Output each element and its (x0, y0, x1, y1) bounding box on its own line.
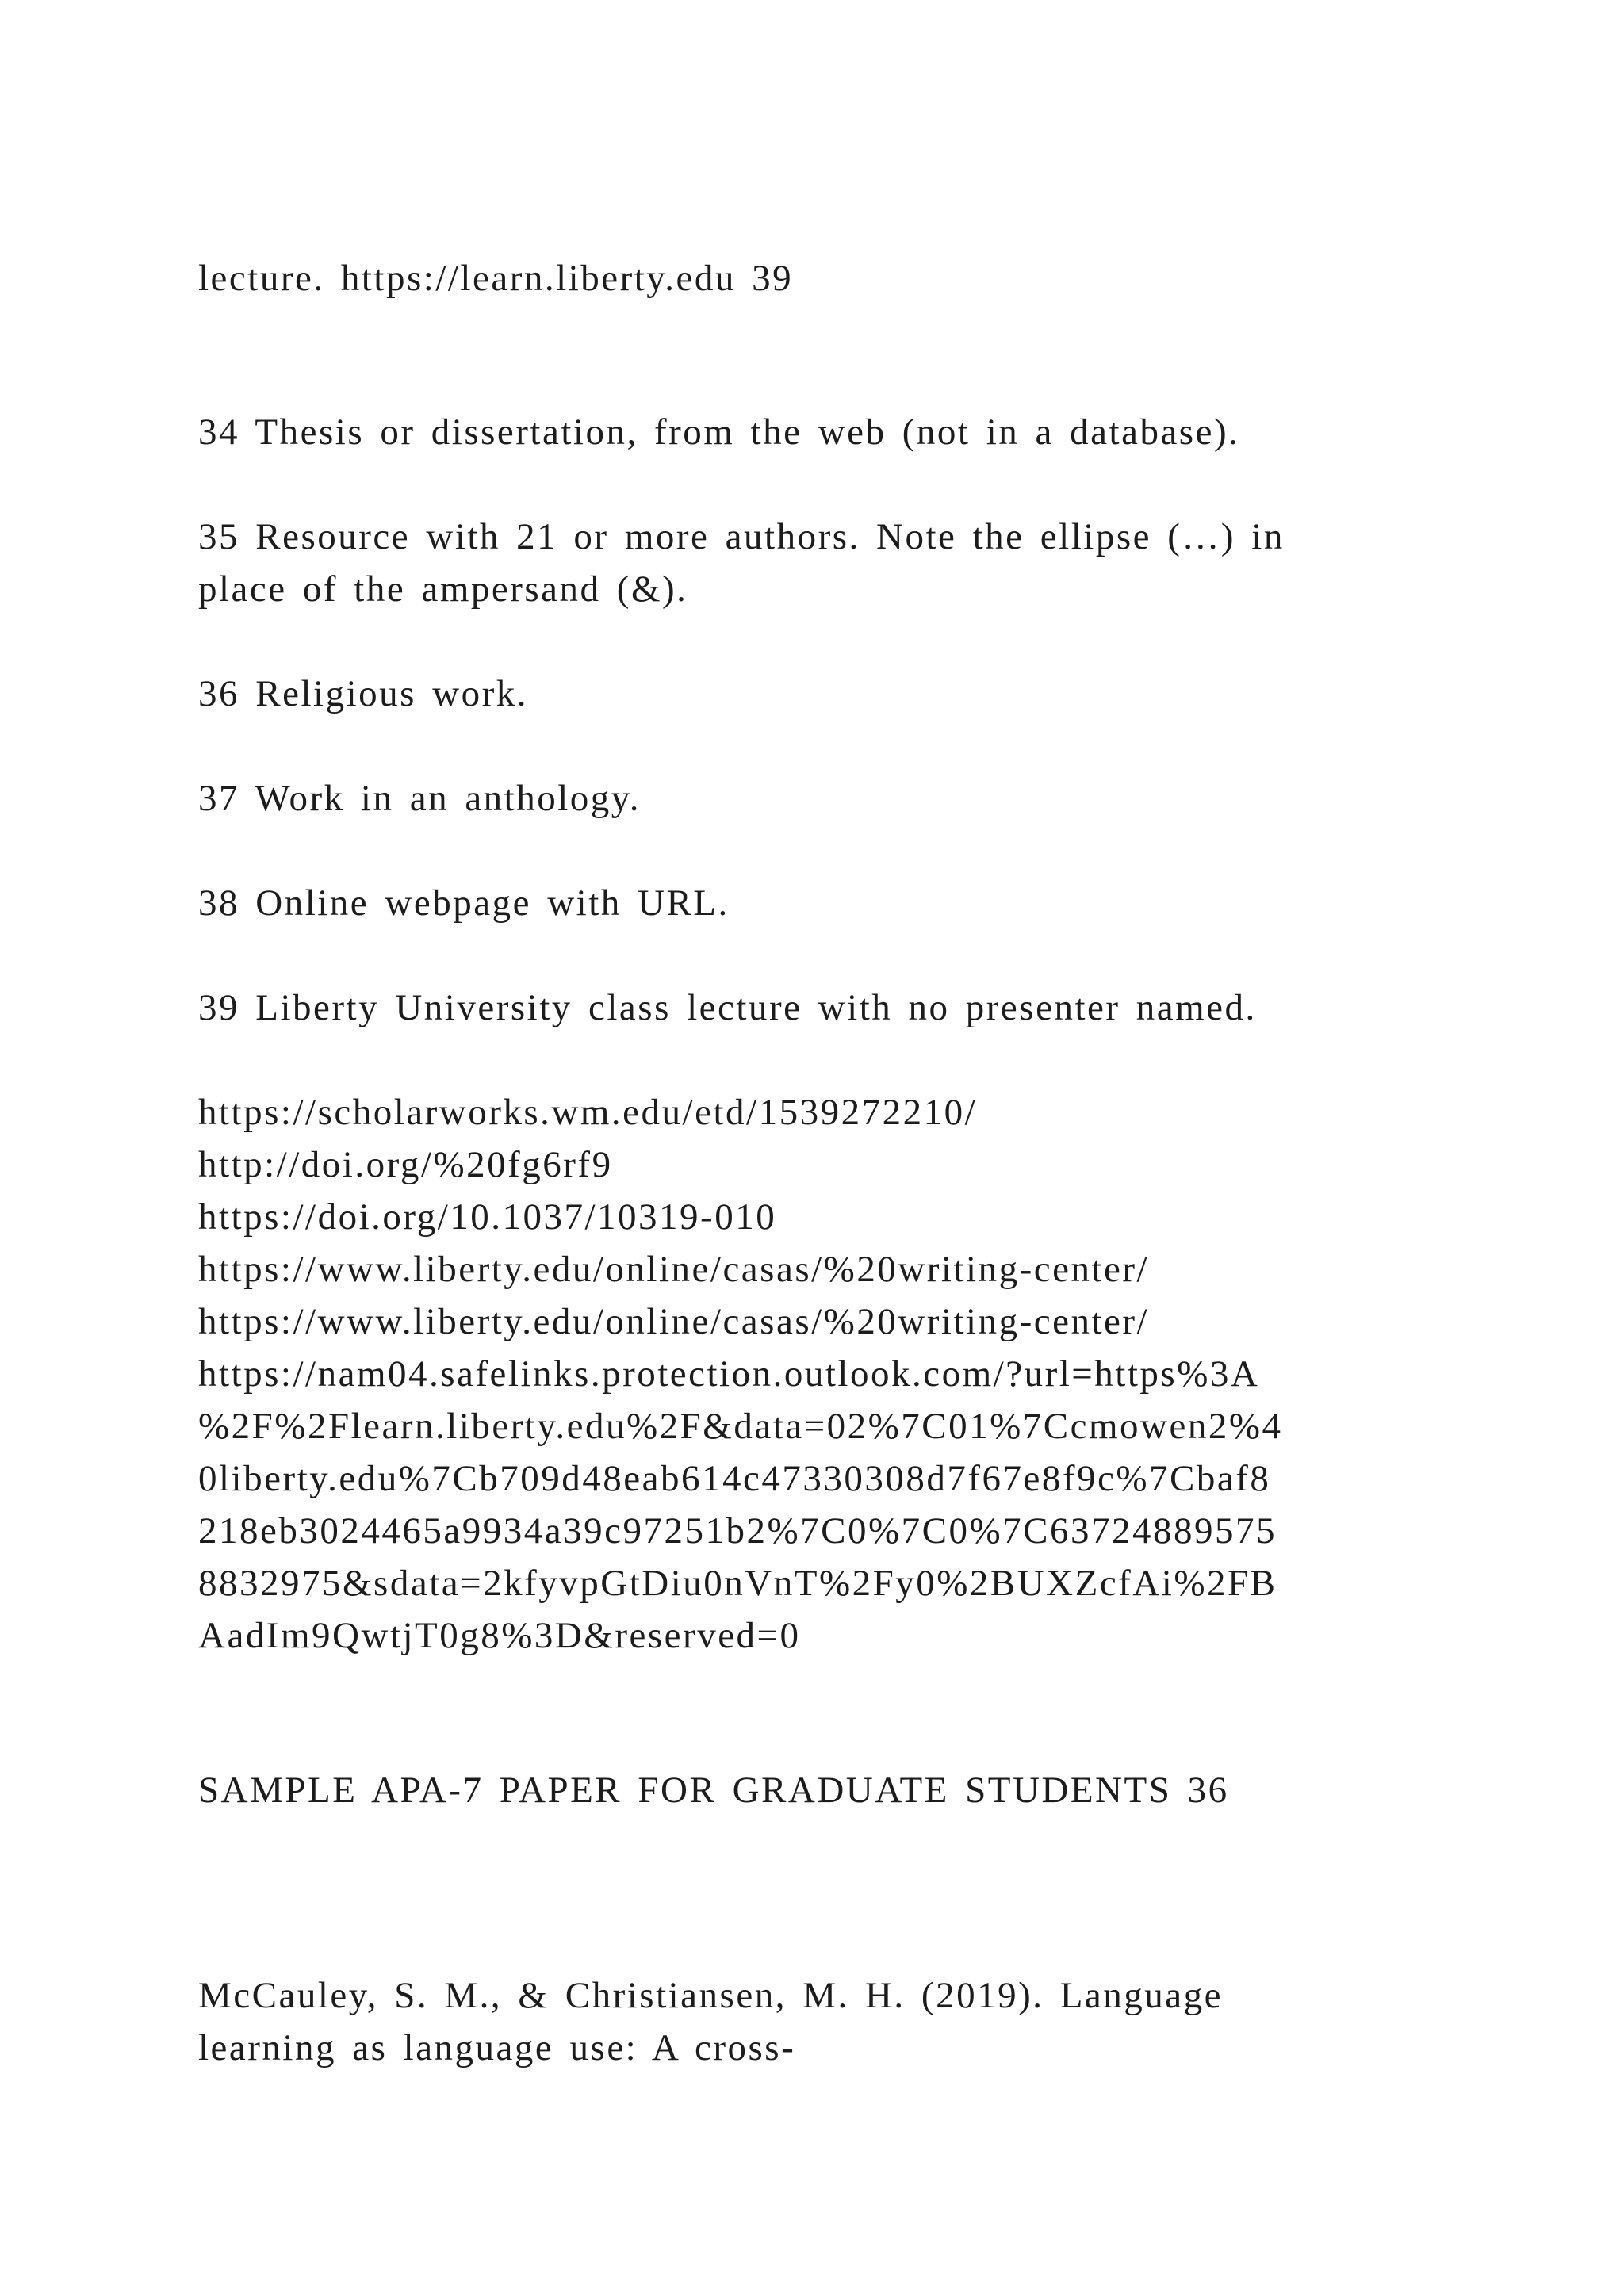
url-line: https://scholarworks.wm.edu/etd/1539272210/ (198, 1092, 978, 1133)
footnote-39: 39 Liberty University class lecture with no presenter named. (198, 987, 1257, 1028)
url-line: AadIm9QwtjT0g8%3D&reserved=0 (198, 1615, 801, 1656)
footnote-37: 37 Work in an anthology. (198, 778, 641, 819)
url-line: http://doi.org/%20fg6rf9 (198, 1144, 613, 1185)
url-line: https://www.liberty.edu/online/casas/%20writing-center/ (198, 1249, 1150, 1290)
running-head: SAMPLE APA-7 PAPER FOR GRADUATE STUDENTS 36 (198, 1770, 1229, 1811)
footnote-36: 36 Religious work. (198, 673, 529, 714)
url-line: https://doi.org/10.1037/10319-010 (198, 1196, 777, 1238)
footnote-35-continued: place of the ampersand (&). (198, 568, 688, 610)
reference-entry-continued: learning as language use: A cross- (198, 2027, 796, 2068)
url-line: 8832975&sdata=2kfyvpGtDiu0nVnT%2Fy0%2BUXZcfAi%2FB (198, 1563, 1277, 1604)
url-line: 218eb3024465a9934a39c97251b2%7C0%7C0%7C63724889575 (198, 1510, 1277, 1552)
continued-reference-line: lecture. https://learn.liberty.edu 39 (198, 258, 794, 299)
footnote-35: 35 Resource with 21 or more authors. Note the ellipse (…) in (198, 516, 1285, 557)
url-line: https://nam04.safelinks.protection.outlook.com/?url=https%3A (198, 1353, 1260, 1395)
url-line: %2F%2Flearn.liberty.edu%2F&data=02%7C01%7Ccmowen2%4 (198, 1406, 1283, 1447)
footnote-38: 38 Online webpage with URL. (198, 882, 730, 924)
url-line: 0liberty.edu%7Cb709d48eab614c47330308d7f67e8f9c%7Cbaf8 (198, 1458, 1271, 1499)
footnote-34: 34 Thesis or dissertation, from the web (not in a database). (198, 411, 1240, 453)
url-line: https://www.liberty.edu/online/casas/%20writing-center/ (198, 1301, 1150, 1342)
reference-entry: McCauley, S. M., & Christiansen, M. H. (2019). Language (198, 1975, 1224, 2016)
